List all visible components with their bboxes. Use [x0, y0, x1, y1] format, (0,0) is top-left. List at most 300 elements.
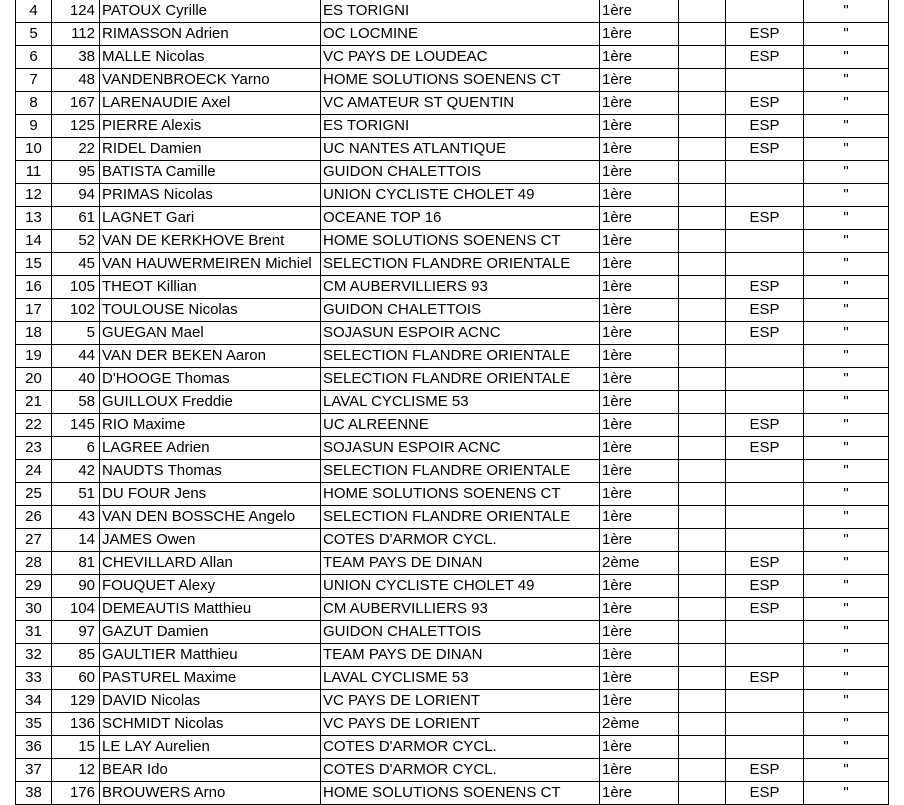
- esp-cell: ESP: [726, 23, 804, 46]
- rider-name-cell: VANDENBROECK Yarno: [100, 69, 321, 92]
- rider-name-cell: THEOT Killian: [100, 276, 321, 299]
- esp-cell: [726, 69, 804, 92]
- category-cell: 1ère: [600, 598, 679, 621]
- club-cell: SOJASUN ESPOIR ACNC: [321, 322, 600, 345]
- esp-cell: [726, 253, 804, 276]
- empty-cell: [679, 161, 726, 184]
- dossard-cell: 167: [52, 92, 100, 115]
- table-row: [16, 161, 889, 184]
- time-cell: ": [804, 644, 889, 667]
- category-cell: 1ère: [600, 253, 679, 276]
- dossard-cell: 129: [52, 690, 100, 713]
- table-row: [16, 92, 889, 115]
- esp-cell: ESP: [726, 92, 804, 115]
- category-cell: 1ère: [600, 690, 679, 713]
- club-cell: SELECTION FLANDRE ORIENTALE: [321, 506, 600, 529]
- rank-cell: 27: [16, 529, 52, 552]
- category-cell: 1ère: [600, 161, 679, 184]
- time-cell: ": [804, 0, 889, 23]
- category-cell: 1ère: [600, 276, 679, 299]
- rider-name-cell: D'HOOGE Thomas: [100, 368, 321, 391]
- rider-name-cell: PRIMAS Nicolas: [100, 184, 321, 207]
- rank-cell: 37: [16, 759, 52, 782]
- club-cell: LAVAL CYCLISME 53: [321, 391, 600, 414]
- club-cell: COTES D'ARMOR CYCL.: [321, 759, 600, 782]
- rider-name-cell: VAN DE KERKHOVE Brent: [100, 230, 321, 253]
- rider-name-cell: GUILLOUX Freddie: [100, 391, 321, 414]
- empty-cell: [679, 667, 726, 690]
- category-cell: 1ère: [600, 621, 679, 644]
- rider-name-cell: LAGREE Adrien: [100, 437, 321, 460]
- esp-cell: [726, 460, 804, 483]
- table-row: [16, 782, 889, 805]
- rank-cell: 7: [16, 69, 52, 92]
- dossard-cell: 40: [52, 368, 100, 391]
- time-cell: ": [804, 23, 889, 46]
- club-cell: SELECTION FLANDRE ORIENTALE: [321, 460, 600, 483]
- time-cell: ": [804, 506, 889, 529]
- time-cell: ": [804, 575, 889, 598]
- esp-cell: [726, 184, 804, 207]
- category-cell: 1ère: [600, 69, 679, 92]
- rank-cell: 9: [16, 115, 52, 138]
- dossard-cell: 81: [52, 552, 100, 575]
- category-cell: 2ème: [600, 713, 679, 736]
- rider-name-cell: SCHMIDT Nicolas: [100, 713, 321, 736]
- dossard-cell: 45: [52, 253, 100, 276]
- dossard-cell: 14: [52, 529, 100, 552]
- dossard-cell: 90: [52, 575, 100, 598]
- esp-cell: ESP: [726, 667, 804, 690]
- time-cell: ": [804, 552, 889, 575]
- empty-cell: [679, 115, 726, 138]
- table-row: [16, 69, 889, 92]
- club-cell: SOJASUN ESPOIR ACNC: [321, 437, 600, 460]
- rank-cell: 8: [16, 92, 52, 115]
- table-row: [16, 207, 889, 230]
- category-cell: 1ère: [600, 184, 679, 207]
- rank-cell: 16: [16, 276, 52, 299]
- rank-cell: 21: [16, 391, 52, 414]
- time-cell: ": [804, 276, 889, 299]
- rider-name-cell: VAN DER BEKEN Aaron: [100, 345, 321, 368]
- empty-cell: [679, 552, 726, 575]
- time-cell: ": [804, 138, 889, 161]
- club-cell: SELECTION FLANDRE ORIENTALE: [321, 345, 600, 368]
- table-row: [16, 322, 889, 345]
- club-cell: UC NANTES ATLANTIQUE: [321, 138, 600, 161]
- table-row: [16, 736, 889, 759]
- empty-cell: [679, 736, 726, 759]
- empty-cell: [679, 782, 726, 805]
- club-cell: UNION CYCLISTE CHOLET 49: [321, 184, 600, 207]
- empty-cell: [679, 460, 726, 483]
- rider-name-cell: DAVID Nicolas: [100, 690, 321, 713]
- time-cell: ": [804, 483, 889, 506]
- time-cell: ": [804, 299, 889, 322]
- empty-cell: [679, 322, 726, 345]
- rider-name-cell: PIERRE Alexis: [100, 115, 321, 138]
- empty-cell: [679, 437, 726, 460]
- esp-cell: ESP: [726, 138, 804, 161]
- time-cell: ": [804, 529, 889, 552]
- rank-cell: 5: [16, 23, 52, 46]
- empty-cell: [679, 276, 726, 299]
- esp-cell: [726, 690, 804, 713]
- club-cell: ES TORIGNI: [321, 0, 600, 23]
- time-cell: ": [804, 736, 889, 759]
- esp-cell: [726, 230, 804, 253]
- table-row: [16, 184, 889, 207]
- esp-cell: ESP: [726, 299, 804, 322]
- empty-cell: [679, 368, 726, 391]
- category-cell: 1ère: [600, 414, 679, 437]
- empty-cell: [679, 207, 726, 230]
- table-row: [16, 483, 889, 506]
- dossard-cell: 94: [52, 184, 100, 207]
- rank-cell: 32: [16, 644, 52, 667]
- rank-cell: 20: [16, 368, 52, 391]
- table-row: [16, 690, 889, 713]
- empty-cell: [679, 184, 726, 207]
- category-cell: 1ère: [600, 667, 679, 690]
- club-cell: ES TORIGNI: [321, 115, 600, 138]
- table-row: [16, 414, 889, 437]
- time-cell: ": [804, 345, 889, 368]
- category-cell: 1ère: [600, 207, 679, 230]
- esp-cell: [726, 345, 804, 368]
- dossard-cell: 48: [52, 69, 100, 92]
- esp-cell: ESP: [726, 207, 804, 230]
- empty-cell: [679, 46, 726, 69]
- table-row: [16, 368, 889, 391]
- rider-name-cell: BATISTA Camille: [100, 161, 321, 184]
- club-cell: VC PAYS DE LORIENT: [321, 713, 600, 736]
- empty-cell: [679, 23, 726, 46]
- table-row: [16, 713, 889, 736]
- esp-cell: [726, 391, 804, 414]
- time-cell: ": [804, 437, 889, 460]
- esp-cell: [726, 368, 804, 391]
- table-row: [16, 23, 889, 46]
- esp-cell: ESP: [726, 115, 804, 138]
- esp-cell: [726, 621, 804, 644]
- category-cell: 1ère: [600, 23, 679, 46]
- table-row: [16, 115, 889, 138]
- rank-cell: 19: [16, 345, 52, 368]
- club-cell: HOME SOLUTIONS SOENENS CT: [321, 782, 600, 805]
- category-cell: 1ère: [600, 759, 679, 782]
- category-cell: 1ère: [600, 736, 679, 759]
- rank-cell: 28: [16, 552, 52, 575]
- rank-cell: 24: [16, 460, 52, 483]
- category-cell: 1ère: [600, 0, 679, 23]
- category-cell: 1ère: [600, 782, 679, 805]
- empty-cell: [679, 759, 726, 782]
- rider-name-cell: MALLE Nicolas: [100, 46, 321, 69]
- rank-cell: 26: [16, 506, 52, 529]
- esp-cell: ESP: [726, 759, 804, 782]
- table-row: [16, 644, 889, 667]
- time-cell: ": [804, 322, 889, 345]
- rank-cell: 10: [16, 138, 52, 161]
- time-cell: ": [804, 92, 889, 115]
- empty-cell: [679, 483, 726, 506]
- table-row: [16, 0, 889, 23]
- dossard-cell: 102: [52, 299, 100, 322]
- rank-cell: 14: [16, 230, 52, 253]
- category-cell: 1ère: [600, 299, 679, 322]
- dossard-cell: 61: [52, 207, 100, 230]
- time-cell: ": [804, 713, 889, 736]
- category-cell: 1ère: [600, 437, 679, 460]
- rider-name-cell: CHEVILLARD Allan: [100, 552, 321, 575]
- time-cell: ": [804, 207, 889, 230]
- table-row: [16, 138, 889, 161]
- table-row: [16, 575, 889, 598]
- rider-name-cell: GAZUT Damien: [100, 621, 321, 644]
- category-cell: 1ère: [600, 644, 679, 667]
- category-cell: 1ère: [600, 230, 679, 253]
- time-cell: ": [804, 782, 889, 805]
- dossard-cell: 43: [52, 506, 100, 529]
- dossard-cell: 136: [52, 713, 100, 736]
- esp-cell: [726, 0, 804, 23]
- dossard-cell: 112: [52, 23, 100, 46]
- rider-name-cell: LARENAUDIE Axel: [100, 92, 321, 115]
- table-row: [16, 276, 889, 299]
- time-cell: ": [804, 759, 889, 782]
- club-cell: COTES D'ARMOR CYCL.: [321, 736, 600, 759]
- rank-cell: 33: [16, 667, 52, 690]
- dossard-cell: 58: [52, 391, 100, 414]
- empty-cell: [679, 621, 726, 644]
- time-cell: ": [804, 115, 889, 138]
- rank-cell: 25: [16, 483, 52, 506]
- category-cell: 1ère: [600, 92, 679, 115]
- time-cell: ": [804, 184, 889, 207]
- category-cell: 1ère: [600, 46, 679, 69]
- rank-cell: 34: [16, 690, 52, 713]
- rider-name-cell: PASTUREL Maxime: [100, 667, 321, 690]
- rank-cell: 4: [16, 0, 52, 23]
- rider-name-cell: LE LAY Aurelien: [100, 736, 321, 759]
- esp-cell: ESP: [726, 782, 804, 805]
- empty-cell: [679, 299, 726, 322]
- club-cell: SELECTION FLANDRE ORIENTALE: [321, 253, 600, 276]
- table-row: [16, 552, 889, 575]
- club-cell: CM AUBERVILLIERS 93: [321, 276, 600, 299]
- table-row: [16, 299, 889, 322]
- esp-cell: [726, 483, 804, 506]
- dossard-cell: 52: [52, 230, 100, 253]
- table-row: [16, 391, 889, 414]
- club-cell: HOME SOLUTIONS SOENENS CT: [321, 483, 600, 506]
- club-cell: OC LOCMINE: [321, 23, 600, 46]
- dossard-cell: 38: [52, 46, 100, 69]
- esp-cell: [726, 736, 804, 759]
- club-cell: GUIDON CHALETTOIS: [321, 299, 600, 322]
- rider-name-cell: GUEGAN Mael: [100, 322, 321, 345]
- empty-cell: [679, 529, 726, 552]
- rider-name-cell: TOULOUSE Nicolas: [100, 299, 321, 322]
- rank-cell: 6: [16, 46, 52, 69]
- dossard-cell: 85: [52, 644, 100, 667]
- table-row: [16, 46, 889, 69]
- dossard-cell: 60: [52, 667, 100, 690]
- empty-cell: [679, 345, 726, 368]
- table-row: [16, 437, 889, 460]
- category-cell: 1ère: [600, 483, 679, 506]
- club-cell: VC AMATEUR ST QUENTIN: [321, 92, 600, 115]
- dossard-cell: 145: [52, 414, 100, 437]
- dossard-cell: 44: [52, 345, 100, 368]
- rider-name-cell: GAULTIER Matthieu: [100, 644, 321, 667]
- empty-cell: [679, 0, 726, 23]
- rider-name-cell: JAMES Owen: [100, 529, 321, 552]
- rider-name-cell: PATOUX Cyrille: [100, 0, 321, 23]
- rider-name-cell: NAUDTS Thomas: [100, 460, 321, 483]
- dossard-cell: 22: [52, 138, 100, 161]
- club-cell: UC ALREENNE: [321, 414, 600, 437]
- rider-name-cell: DU FOUR Jens: [100, 483, 321, 506]
- dossard-cell: 95: [52, 161, 100, 184]
- club-cell: SELECTION FLANDRE ORIENTALE: [321, 368, 600, 391]
- category-cell: 2ème: [600, 552, 679, 575]
- rank-cell: 22: [16, 414, 52, 437]
- table-row: [16, 621, 889, 644]
- table-row: [16, 230, 889, 253]
- rank-cell: 11: [16, 161, 52, 184]
- rank-cell: 13: [16, 207, 52, 230]
- time-cell: ": [804, 598, 889, 621]
- esp-cell: ESP: [726, 598, 804, 621]
- esp-cell: [726, 506, 804, 529]
- club-cell: VC PAYS DE LORIENT: [321, 690, 600, 713]
- club-cell: LAVAL CYCLISME 53: [321, 667, 600, 690]
- rank-cell: 12: [16, 184, 52, 207]
- category-cell: 1ère: [600, 506, 679, 529]
- dossard-cell: 105: [52, 276, 100, 299]
- club-cell: HOME SOLUTIONS SOENENS CT: [321, 230, 600, 253]
- club-cell: TEAM PAYS DE DINAN: [321, 552, 600, 575]
- table-row: [16, 759, 889, 782]
- club-cell: VC PAYS DE LOUDEAC: [321, 46, 600, 69]
- dossard-cell: 104: [52, 598, 100, 621]
- club-cell: UNION CYCLISTE CHOLET 49: [321, 575, 600, 598]
- empty-cell: [679, 391, 726, 414]
- esp-cell: ESP: [726, 322, 804, 345]
- category-cell: 1ère: [600, 460, 679, 483]
- empty-cell: [679, 92, 726, 115]
- rider-name-cell: DEMEAUTIS Matthieu: [100, 598, 321, 621]
- rider-name-cell: RIMASSON Adrien: [100, 23, 321, 46]
- empty-cell: [679, 253, 726, 276]
- time-cell: ": [804, 46, 889, 69]
- rider-name-cell: BROUWERS Arno: [100, 782, 321, 805]
- time-cell: ": [804, 667, 889, 690]
- category-cell: 1ère: [600, 391, 679, 414]
- time-cell: ": [804, 161, 889, 184]
- club-cell: HOME SOLUTIONS SOENENS CT: [321, 69, 600, 92]
- dossard-cell: 51: [52, 483, 100, 506]
- empty-cell: [679, 598, 726, 621]
- empty-cell: [679, 69, 726, 92]
- time-cell: ": [804, 230, 889, 253]
- table-row: [16, 253, 889, 276]
- dossard-cell: 97: [52, 621, 100, 644]
- rider-name-cell: RIDEL Damien: [100, 138, 321, 161]
- rank-cell: 31: [16, 621, 52, 644]
- empty-cell: [679, 506, 726, 529]
- rank-cell: 35: [16, 713, 52, 736]
- table-row: [16, 345, 889, 368]
- esp-cell: [726, 161, 804, 184]
- esp-cell: [726, 529, 804, 552]
- rider-name-cell: BEAR Ido: [100, 759, 321, 782]
- dossard-cell: 42: [52, 460, 100, 483]
- esp-cell: ESP: [726, 276, 804, 299]
- table-row: [16, 667, 889, 690]
- time-cell: ": [804, 621, 889, 644]
- dossard-cell: 125: [52, 115, 100, 138]
- rank-cell: 30: [16, 598, 52, 621]
- empty-cell: [679, 575, 726, 598]
- time-cell: ": [804, 69, 889, 92]
- rider-name-cell: VAN DEN BOSSCHE Angelo: [100, 506, 321, 529]
- empty-cell: [679, 690, 726, 713]
- table-row: [16, 460, 889, 483]
- time-cell: ": [804, 368, 889, 391]
- esp-cell: ESP: [726, 552, 804, 575]
- rider-name-cell: RIO Maxime: [100, 414, 321, 437]
- dossard-cell: 15: [52, 736, 100, 759]
- rank-cell: 29: [16, 575, 52, 598]
- esp-cell: [726, 713, 804, 736]
- rider-name-cell: FOUQUET Alexy: [100, 575, 321, 598]
- table-row: [16, 506, 889, 529]
- rank-cell: 18: [16, 322, 52, 345]
- esp-cell: ESP: [726, 437, 804, 460]
- dossard-cell: 176: [52, 782, 100, 805]
- esp-cell: [726, 644, 804, 667]
- rank-cell: 38: [16, 782, 52, 805]
- category-cell: 1ère: [600, 345, 679, 368]
- time-cell: ": [804, 391, 889, 414]
- empty-cell: [679, 138, 726, 161]
- category-cell: 1ère: [600, 575, 679, 598]
- rank-cell: 23: [16, 437, 52, 460]
- dossard-cell: 124: [52, 0, 100, 23]
- rider-name-cell: LAGNET Gari: [100, 207, 321, 230]
- club-cell: OCEANE TOP 16: [321, 207, 600, 230]
- club-cell: GUIDON CHALETTOIS: [321, 621, 600, 644]
- empty-cell: [679, 644, 726, 667]
- club-cell: COTES D'ARMOR CYCL.: [321, 529, 600, 552]
- category-cell: 1ère: [600, 322, 679, 345]
- results-table: [15, 0, 889, 805]
- empty-cell: [679, 713, 726, 736]
- rank-cell: 17: [16, 299, 52, 322]
- results-rows: [16, 0, 889, 805]
- category-cell: 1ère: [600, 138, 679, 161]
- club-cell: TEAM PAYS DE DINAN: [321, 644, 600, 667]
- rank-cell: 36: [16, 736, 52, 759]
- time-cell: ": [804, 460, 889, 483]
- table-row: [16, 529, 889, 552]
- table-row: [16, 598, 889, 621]
- category-cell: 1ère: [600, 368, 679, 391]
